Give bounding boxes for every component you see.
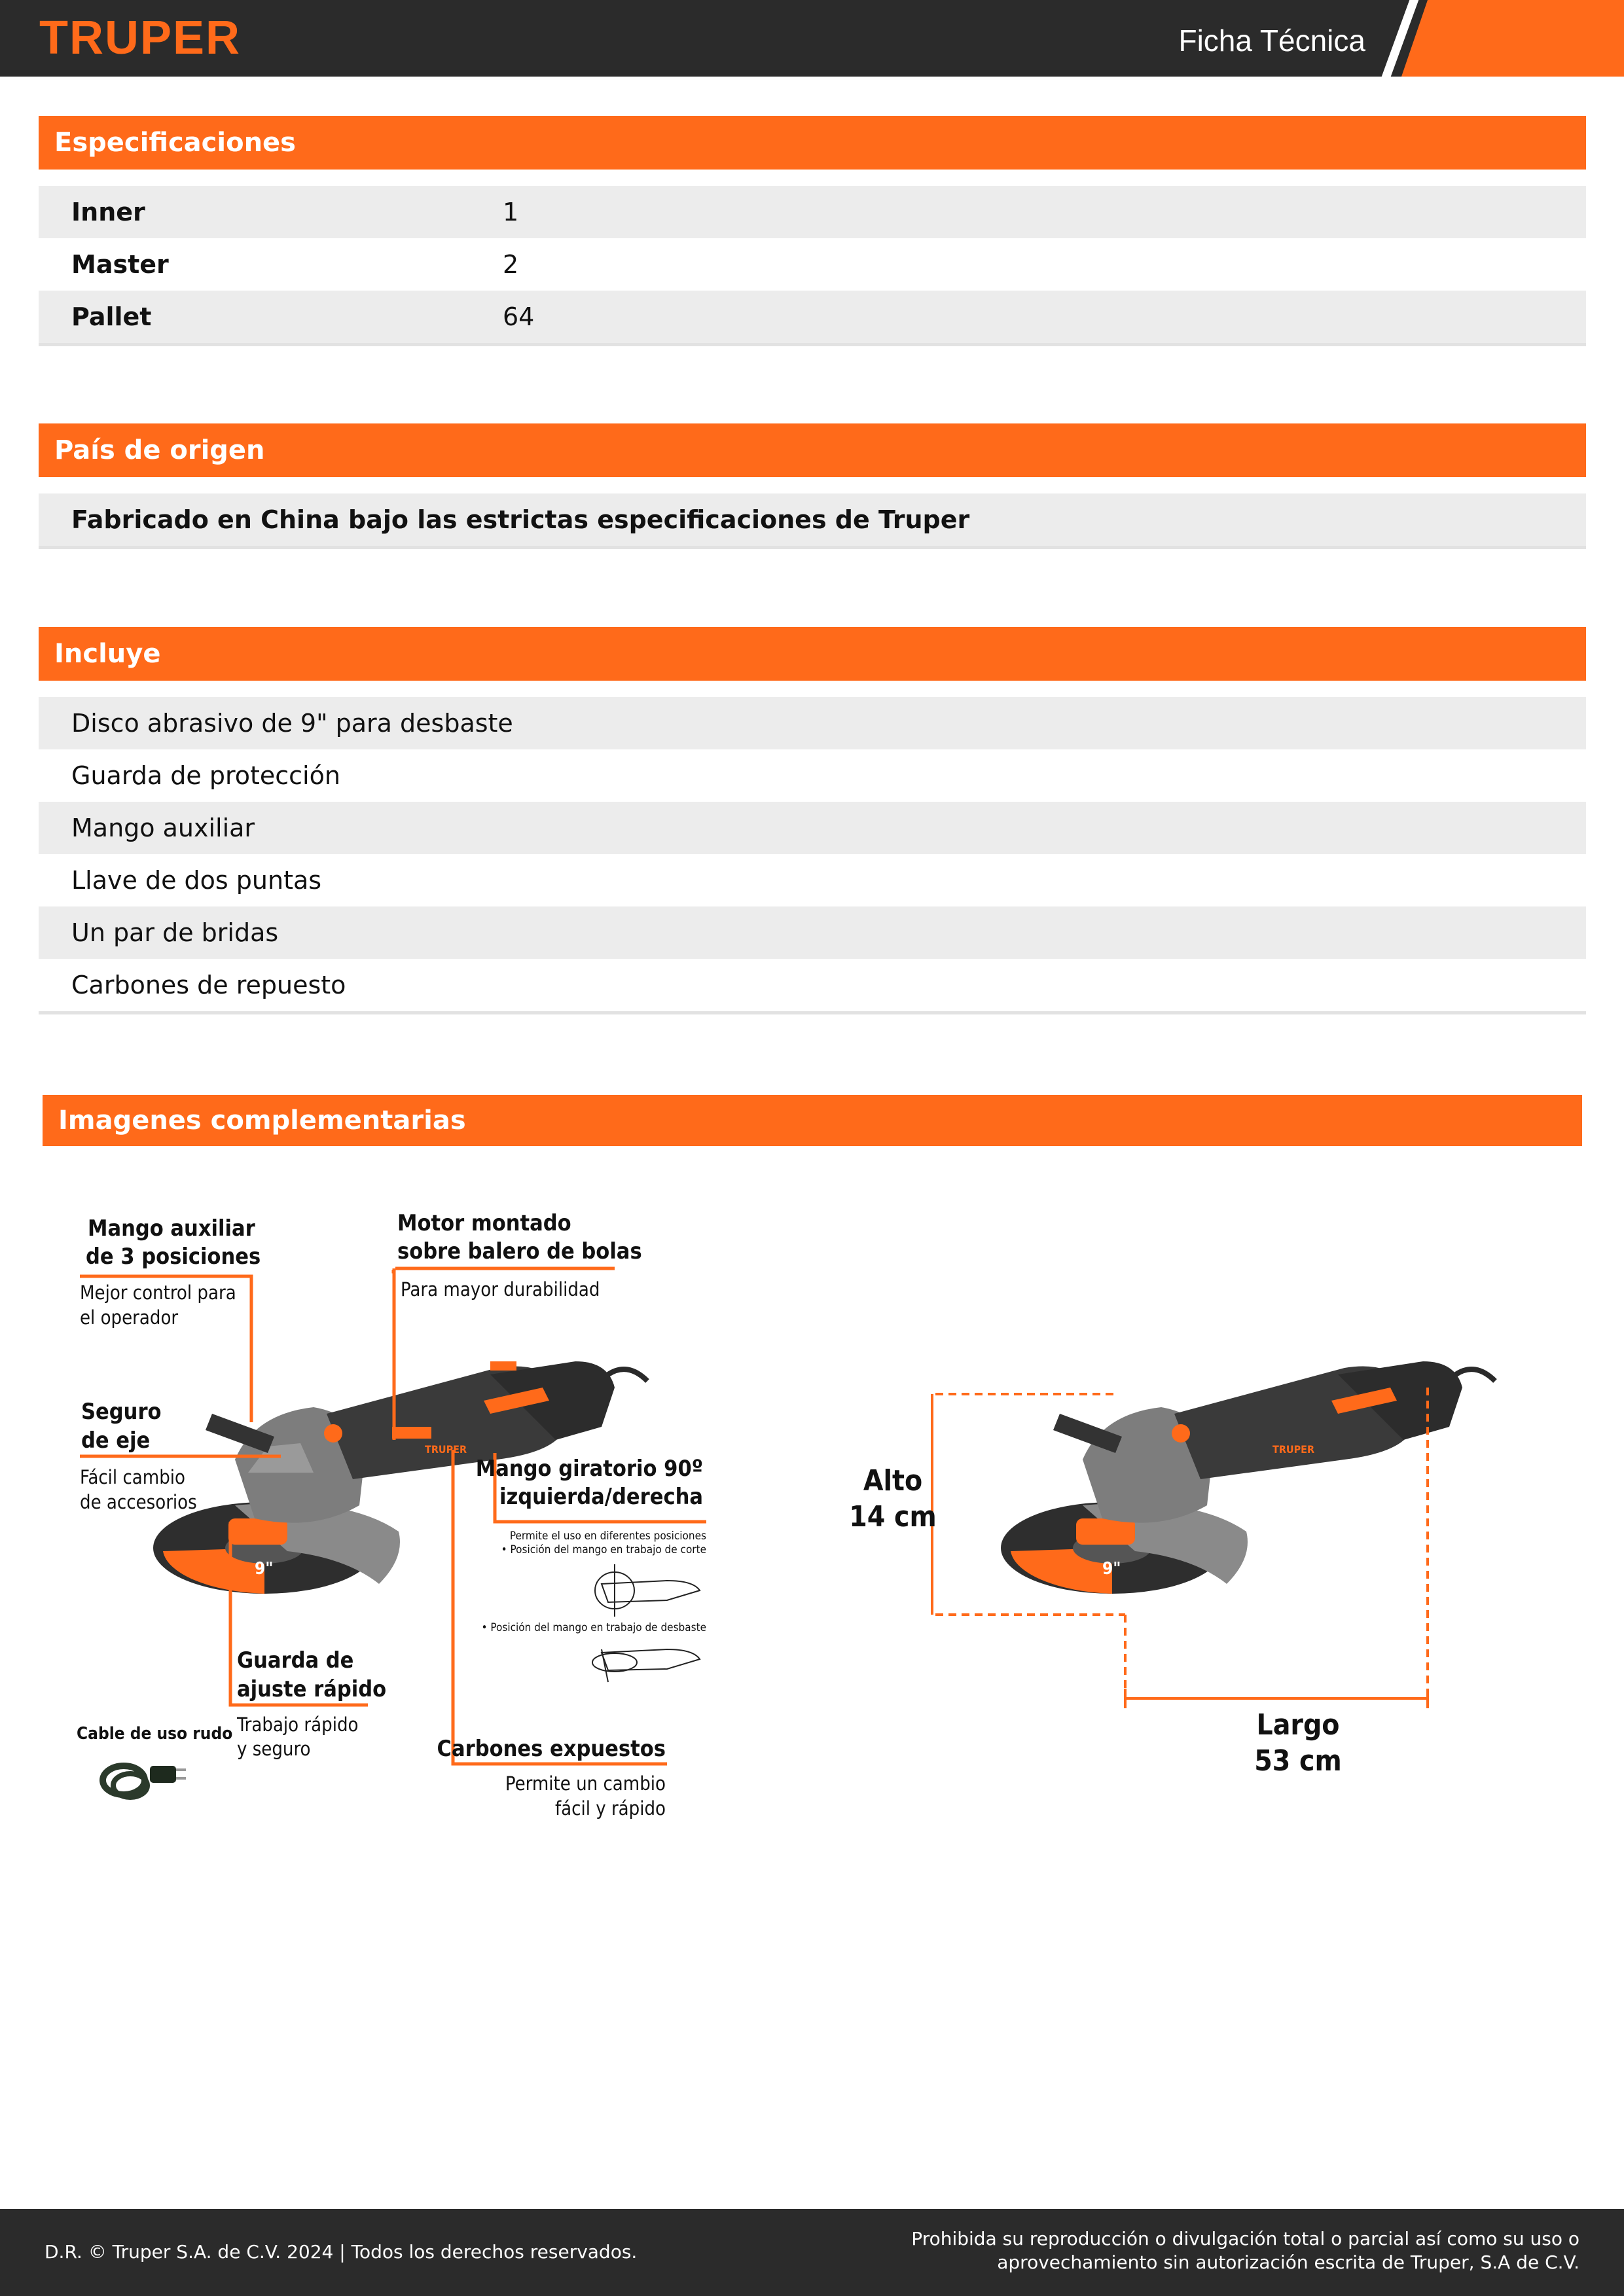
page-footer [0, 2209, 1624, 2296]
handle-position-sketch [592, 1649, 700, 1682]
spec-row [39, 186, 1586, 238]
legal-notice [794, 2227, 1579, 2274]
copyright-text: D.R. © Truper S.A. de C.V. 2024 | Todos los derechos reservados. [45, 2241, 638, 2263]
callout-title: Motor montado [397, 1210, 571, 1236]
callout-note: • Posición del mango en trabajo de corte [501, 1543, 706, 1556]
spec-value: 1 [503, 198, 519, 226]
callout-note: Permite el uso en diferentes posiciones [509, 1530, 706, 1543]
origin-table [39, 493, 1586, 549]
feature-diagram [77, 1210, 706, 1820]
legal-notice-line: Prohibida su reproducción o divulgación total o parcial así como su uso o [911, 2228, 1579, 2250]
list-item: Disco abrasivo de 9" para desbaste [39, 697, 1586, 749]
callout-title: Seguro [81, 1399, 162, 1425]
callout-desc: y seguro [237, 1738, 311, 1760]
product-images [39, 1165, 1586, 1846]
spec-row [39, 238, 1586, 291]
callout-desc: Para mayor durabilidad [401, 1278, 600, 1300]
specs-table [39, 186, 1586, 346]
height-value: 14 cm [849, 1500, 937, 1534]
tool-brand-text: TRUPER [1272, 1443, 1315, 1456]
section-title-imagenes: Imagenes complementarias [43, 1095, 1582, 1146]
callout-desc: Fácil cambio [80, 1466, 185, 1488]
origin-text: Fabricado en China bajo las estrictas especificaciones de Truper [71, 505, 970, 534]
dimensions-diagram [849, 1361, 1495, 1778]
truper-logo: TRUPER [39, 12, 242, 64]
callout-desc: Trabajo rápido [237, 1713, 359, 1736]
origin-row [39, 493, 1586, 546]
callout-desc: el operador [80, 1306, 179, 1329]
legal-notice-line: aprovechamiento sin autorización escrita de Truper, S.A de C.V. [997, 2251, 1579, 2273]
list-item: Llave de dos puntas [71, 866, 322, 895]
cable-icon [103, 1766, 186, 1797]
callout-lines [80, 1268, 706, 1764]
spec-value: 2 [503, 250, 519, 279]
callout-desc: fácil y rápido [554, 1797, 666, 1820]
length-value: 53 cm [1254, 1744, 1342, 1778]
list-item: Un par de bridas [39, 906, 1586, 959]
callout-title: Mango giratorio 90º [475, 1456, 703, 1482]
callout-note: • Posición del mango en trabajo de desbaste [481, 1621, 706, 1634]
callout-title: Cable de uso rudo [77, 1724, 233, 1744]
callout-title: Mango auxiliar [88, 1215, 255, 1242]
callout-title: de eje [81, 1427, 151, 1454]
list-item: Guarda de protección [71, 761, 340, 790]
list-item: Carbones de repuesto [71, 971, 346, 999]
grinder-image-dimensions [1001, 1361, 1495, 1594]
list-item: Mango auxiliar [39, 802, 1586, 854]
callout-desc: Mejor control para [80, 1282, 236, 1304]
callout-title: Guarda de [237, 1647, 354, 1674]
callout-title: sobre balero de bolas [397, 1238, 642, 1265]
spec-label: Master [71, 250, 169, 279]
section-title-origen: País de origen [39, 423, 1586, 477]
callout-title: izquierda/derecha [499, 1484, 703, 1510]
section-title-incluye: Incluye [39, 627, 1586, 681]
height-label: Alto [863, 1464, 923, 1498]
page-header [0, 0, 1624, 77]
product-illustration [39, 1165, 1586, 1846]
callout-desc: de accesorios [80, 1491, 197, 1513]
disc-size-text: 9" [1102, 1559, 1121, 1579]
document-title: Ficha Técnica [1178, 24, 1365, 58]
spec-row [39, 291, 1586, 343]
tool-brand-text: TRUPER [425, 1443, 467, 1456]
handle-position-sketch [595, 1564, 700, 1617]
section-title-especificaciones: Especificaciones [39, 116, 1586, 170]
callout-title: ajuste rápido [237, 1676, 387, 1702]
spec-label: Inner [71, 198, 145, 226]
spec-value: 64 [503, 302, 535, 331]
disc-size-text: 9" [255, 1559, 274, 1579]
callout-title: de 3 posiciones [86, 1244, 261, 1270]
divider [39, 546, 1586, 549]
callout-title: Carbones expuestos [437, 1736, 666, 1762]
callout-desc: Permite un cambio [505, 1772, 666, 1795]
length-label: Largo [1256, 1708, 1340, 1742]
spec-label: Pallet [71, 302, 152, 331]
divider [39, 343, 1586, 346]
includes-list [39, 697, 1586, 1014]
divider [39, 1011, 1586, 1014]
header-accent [1401, 0, 1624, 77]
